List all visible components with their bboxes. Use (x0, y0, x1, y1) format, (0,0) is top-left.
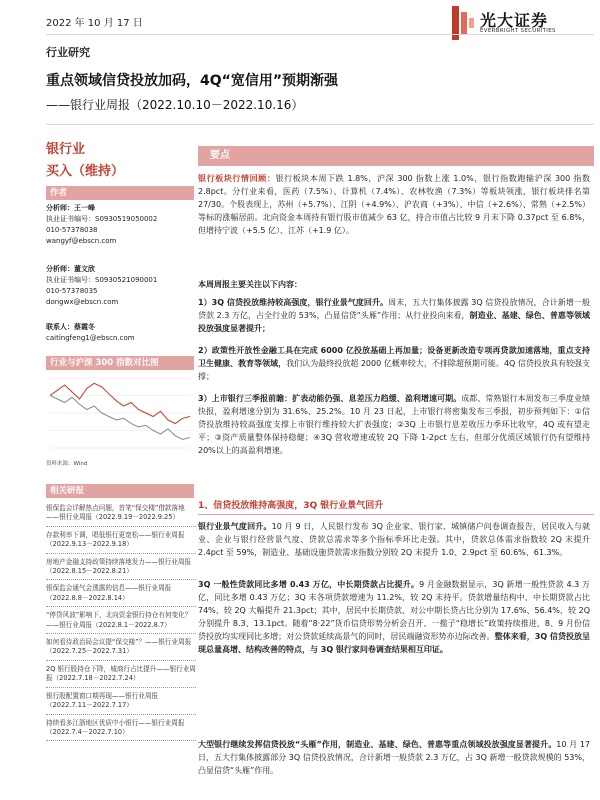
analyst-2 (46, 264, 196, 308)
analyst-2-label: 分析师： (46, 265, 74, 273)
analyst-1-email[interactable]: wangyf@ebscn.com (46, 237, 117, 245)
report-category: 行业研究 (46, 46, 90, 59)
analyst-1-cert: 执业证书编号：S0930519050002 (46, 215, 158, 223)
related-reports-list (46, 500, 196, 741)
point-3-body: 成都、常熟银行本周发布三季度业绩快报，盈利增速分别为 31.6%、25.2%。10 月 23 日起，上市银行将密集发布三季报，初步预判如下：①信贷投放维持较高强度支撑上市银行维持较大扩表强度；②3Q 上市银行息差收压力季环比收窄，4Q 或有望走平；③资产质量整体保持稳健；④3Q 营收增速或较 2Q 下降 1-2pct 左右，但部分优质区域银行仍有望维持 20%以上的高盈利增速。 (198, 394, 590, 456)
sector-name: 银行业 (46, 142, 86, 157)
market-review-paragraph (198, 172, 590, 237)
section-1-divider (198, 514, 594, 515)
related-report-item[interactable]: “停贷风波”影响下，北向资金银行持仓有何变化？——银行业周报（2022.8.1－2022.8.7） (46, 607, 196, 634)
loan-growth-tail: 整体来看，3Q 信贷投放呈现总量高增、结构改善的特点，与 3Q 银行家问卷调查结果相互印证。 (198, 632, 591, 655)
related-report-item[interactable]: 银保监会通气会透露的信息——银行业周报（2022.8.8－2022.8.14） (46, 580, 196, 607)
key-points-heading: 要点 (198, 146, 594, 166)
point-1-body: 周末，五大行集体披露 3Q 信贷投放情况，合计新增一般贷款 2.3 万亿，占全行业的 53%，凸显信贷“头雁”作用；从行业投向来看， (198, 298, 590, 321)
report-date: 2022 年 10 月 17 日 (46, 18, 143, 29)
analyst-2-cert: 执业证书编号：S0930521090001 (46, 276, 158, 284)
report-title: 重点领域信贷投放加码，4Q“宽信用”预期渐强 (46, 73, 339, 89)
section-1-heading: 1、信贷投放维持高强度，3Q 银行业景气回升 (198, 501, 384, 511)
point-3-paragraph (198, 392, 590, 457)
related-report-item[interactable]: 房地产金融支持政策持续落地发力——银行业周报（2022.8.15－2022.8.21） (46, 554, 196, 581)
loan-growth-paragraph (198, 578, 590, 657)
chart-series-line (50, 383, 190, 423)
rating: 买入（维持） (46, 164, 125, 179)
industry-sentiment-body: 10 月 9 日，人民银行发布 3Q 企业家、银行家、城镇储户问卷调查报告，居民收入与就业、企业与银行经营景气度、贷款总需求等多个指标季环比走强。其中，贷款总体需求指数较 2Q 末提升 2.4pct 至 59%，制造业、基础设施贷款需求指数分别较 2Q 末提升 1.0、2.9pct 至 60.6%、61.3%。 (198, 522, 590, 558)
point-1-paragraph (198, 296, 590, 335)
brand-logo (450, 4, 590, 44)
focus-intro: 本周周报主要关注以下内容： (198, 280, 302, 289)
loan-growth-body: 9 月金融数据显示，3Q 新增一般性贷款 4.3 万亿，同比多增 0.43 万亿；3Q 末各项贷款增速为 11.2%，较 2Q 末持平。贷款增量结构中，中长期贷款占比 74%，较 2Q 大幅提升 21.3pct；其中，居民中长期贷款、对公中期长贷占比分别为 17.6%、56.4%，较 2Q 分别提升 8.3、13.1pct。随着“8·22”货币信贷形势分析会召开、一揽子“稳增长”政策持续推进，8、9 月份信贷投放均实现同比多增；对公贷款延续高景气的同时，居民端融资形势亦边际改善。 (198, 580, 590, 642)
industry-sentiment-lead: 银行业景气度回升。 (198, 522, 272, 531)
point-2-lead: 2）政策性开放性金融工具在完成 6000 亿投放基础上再加量；设备更新改造专项再贷款加速落地，重点支持卫生健康、教育等领域， (198, 346, 590, 369)
analyst-1-label: 分析师： (46, 204, 74, 212)
contact (46, 322, 196, 344)
point-1-tail: 制造业、基建、绿色、普惠等领域投放强度显著提升； (198, 311, 591, 334)
related-report-item[interactable]: 存款利率下调，唱低银行更宽松——银行业周报（2022.9.13－2022.9.18） (46, 527, 196, 554)
analyst-1-name: 王一峰 (74, 204, 95, 212)
header-divider (46, 34, 594, 35)
analyst-1 (46, 203, 196, 247)
related-report-item[interactable]: 2Q 银行股持仓下降，城商行占比提升——银行业周报（2022.7.18－2022.7.24） (46, 661, 196, 688)
loan-growth-lead: 3Q 一般性贷款同比多增 0.43 万亿，中长期贷款占比提升。 (198, 580, 420, 589)
point-2-body: 我们认为最终投放超 2000 亿概率较大，不排除超预期可能。4Q 信贷投放具有较强支撑； (198, 359, 591, 382)
related-report-item[interactable]: 如何看待政治局会议提“保交楼”？——银行业周报（2022.7.25－2022.7.31） (46, 634, 196, 661)
index-comparison-chart (46, 372, 194, 456)
point-3-lead: 3）上市银行三季报前瞻：扩表动能仍强、息差压力趋缓、盈利增速可期。 (198, 394, 462, 403)
market-review-body: 银行板块本周下跌 1.8%，沪深 300 指数上涨 1.0%，银行指数跑输沪深 300 指数 2.8pct。分行业来看，医药（7.5%）、计算机（7.4%）、农林牧渔（7.3%）等板块领涨，银行板块排名第 27/30。个股表现上，苏州（+5.7%）、江阴（+4.9%）、沪农商（+3%）、中信（+2.6%）、常熟（+2.5%）等标的涨幅居前。北向资金本周持有银行股市值减少 63 亿，持合市值占比较 9 月末下降 0.37pct 至 6.8%，但增持宁波（+5.5 亿）、江苏（+1.9 亿）。 (198, 174, 590, 236)
report-subtitle: ——银行业周报（2022.10.10－2022.10.16） (46, 98, 304, 112)
related-report-item[interactable]: 银行股配置窗口期再现——银行业周报（2022.7.11－2022.7.17） (46, 688, 196, 715)
logo-text-en: EVERBRIGHT SECURITIES (480, 28, 556, 34)
point-2-paragraph (198, 344, 590, 383)
contact-email[interactable]: caitingfeng1@ebscn.com (46, 334, 135, 342)
related-report-item[interactable]: 银保监会详解热点问题，首笔“保交楼”借款落地——银行业周报（2022.9.19－2022.9.25） (46, 500, 196, 527)
related-report-item[interactable]: 持续看多江浙地区优质中小银行——银行业周报（2022.7.4－2022.7.10） (46, 715, 196, 742)
analyst-2-phone: 010-57378035 (46, 287, 98, 295)
industry-sentiment-paragraph (198, 520, 590, 559)
contact-name: 蔡霞冬 (74, 323, 95, 331)
chart-heading: 行业与沪深 300 指数对比图 (46, 356, 194, 370)
title-divider (46, 124, 594, 125)
big-banks-body: 10 月 17 日，五大行集体披露部分 3Q 信贷投放情况，合计新增一般贷款 2.3 万亿，占 3Q 新增一般贷款规模的 53%，凸显信贷“头雁”作用。 (198, 740, 590, 776)
point-1-lead: 1）3Q 信贷投放维持较高强度，银行业景气度回升。 (198, 298, 389, 307)
big-banks-paragraph (198, 738, 590, 777)
related-heading: 相关研报 (46, 484, 194, 498)
chart-source: 资料来源：Wind (46, 461, 88, 467)
chart-series-line (50, 396, 190, 440)
analyst-2-name: 董文欣 (74, 265, 95, 273)
author-heading: 作者 (46, 186, 194, 200)
market-review-lead: 银行板块行情回顾： (198, 174, 276, 183)
logo-text-cn: 光大证券 (480, 11, 549, 30)
big-banks-lead: 大型银行继续发挥信贷投放“头雁”作用，制造业、基建、绿色、普惠等重点领域投放强度显著提升。 (198, 740, 557, 749)
analyst-2-email[interactable]: dongwx@ebscn.com (46, 298, 119, 306)
analyst-1-phone: 010-57378038 (46, 226, 98, 234)
contact-label: 联系人： (46, 323, 74, 331)
